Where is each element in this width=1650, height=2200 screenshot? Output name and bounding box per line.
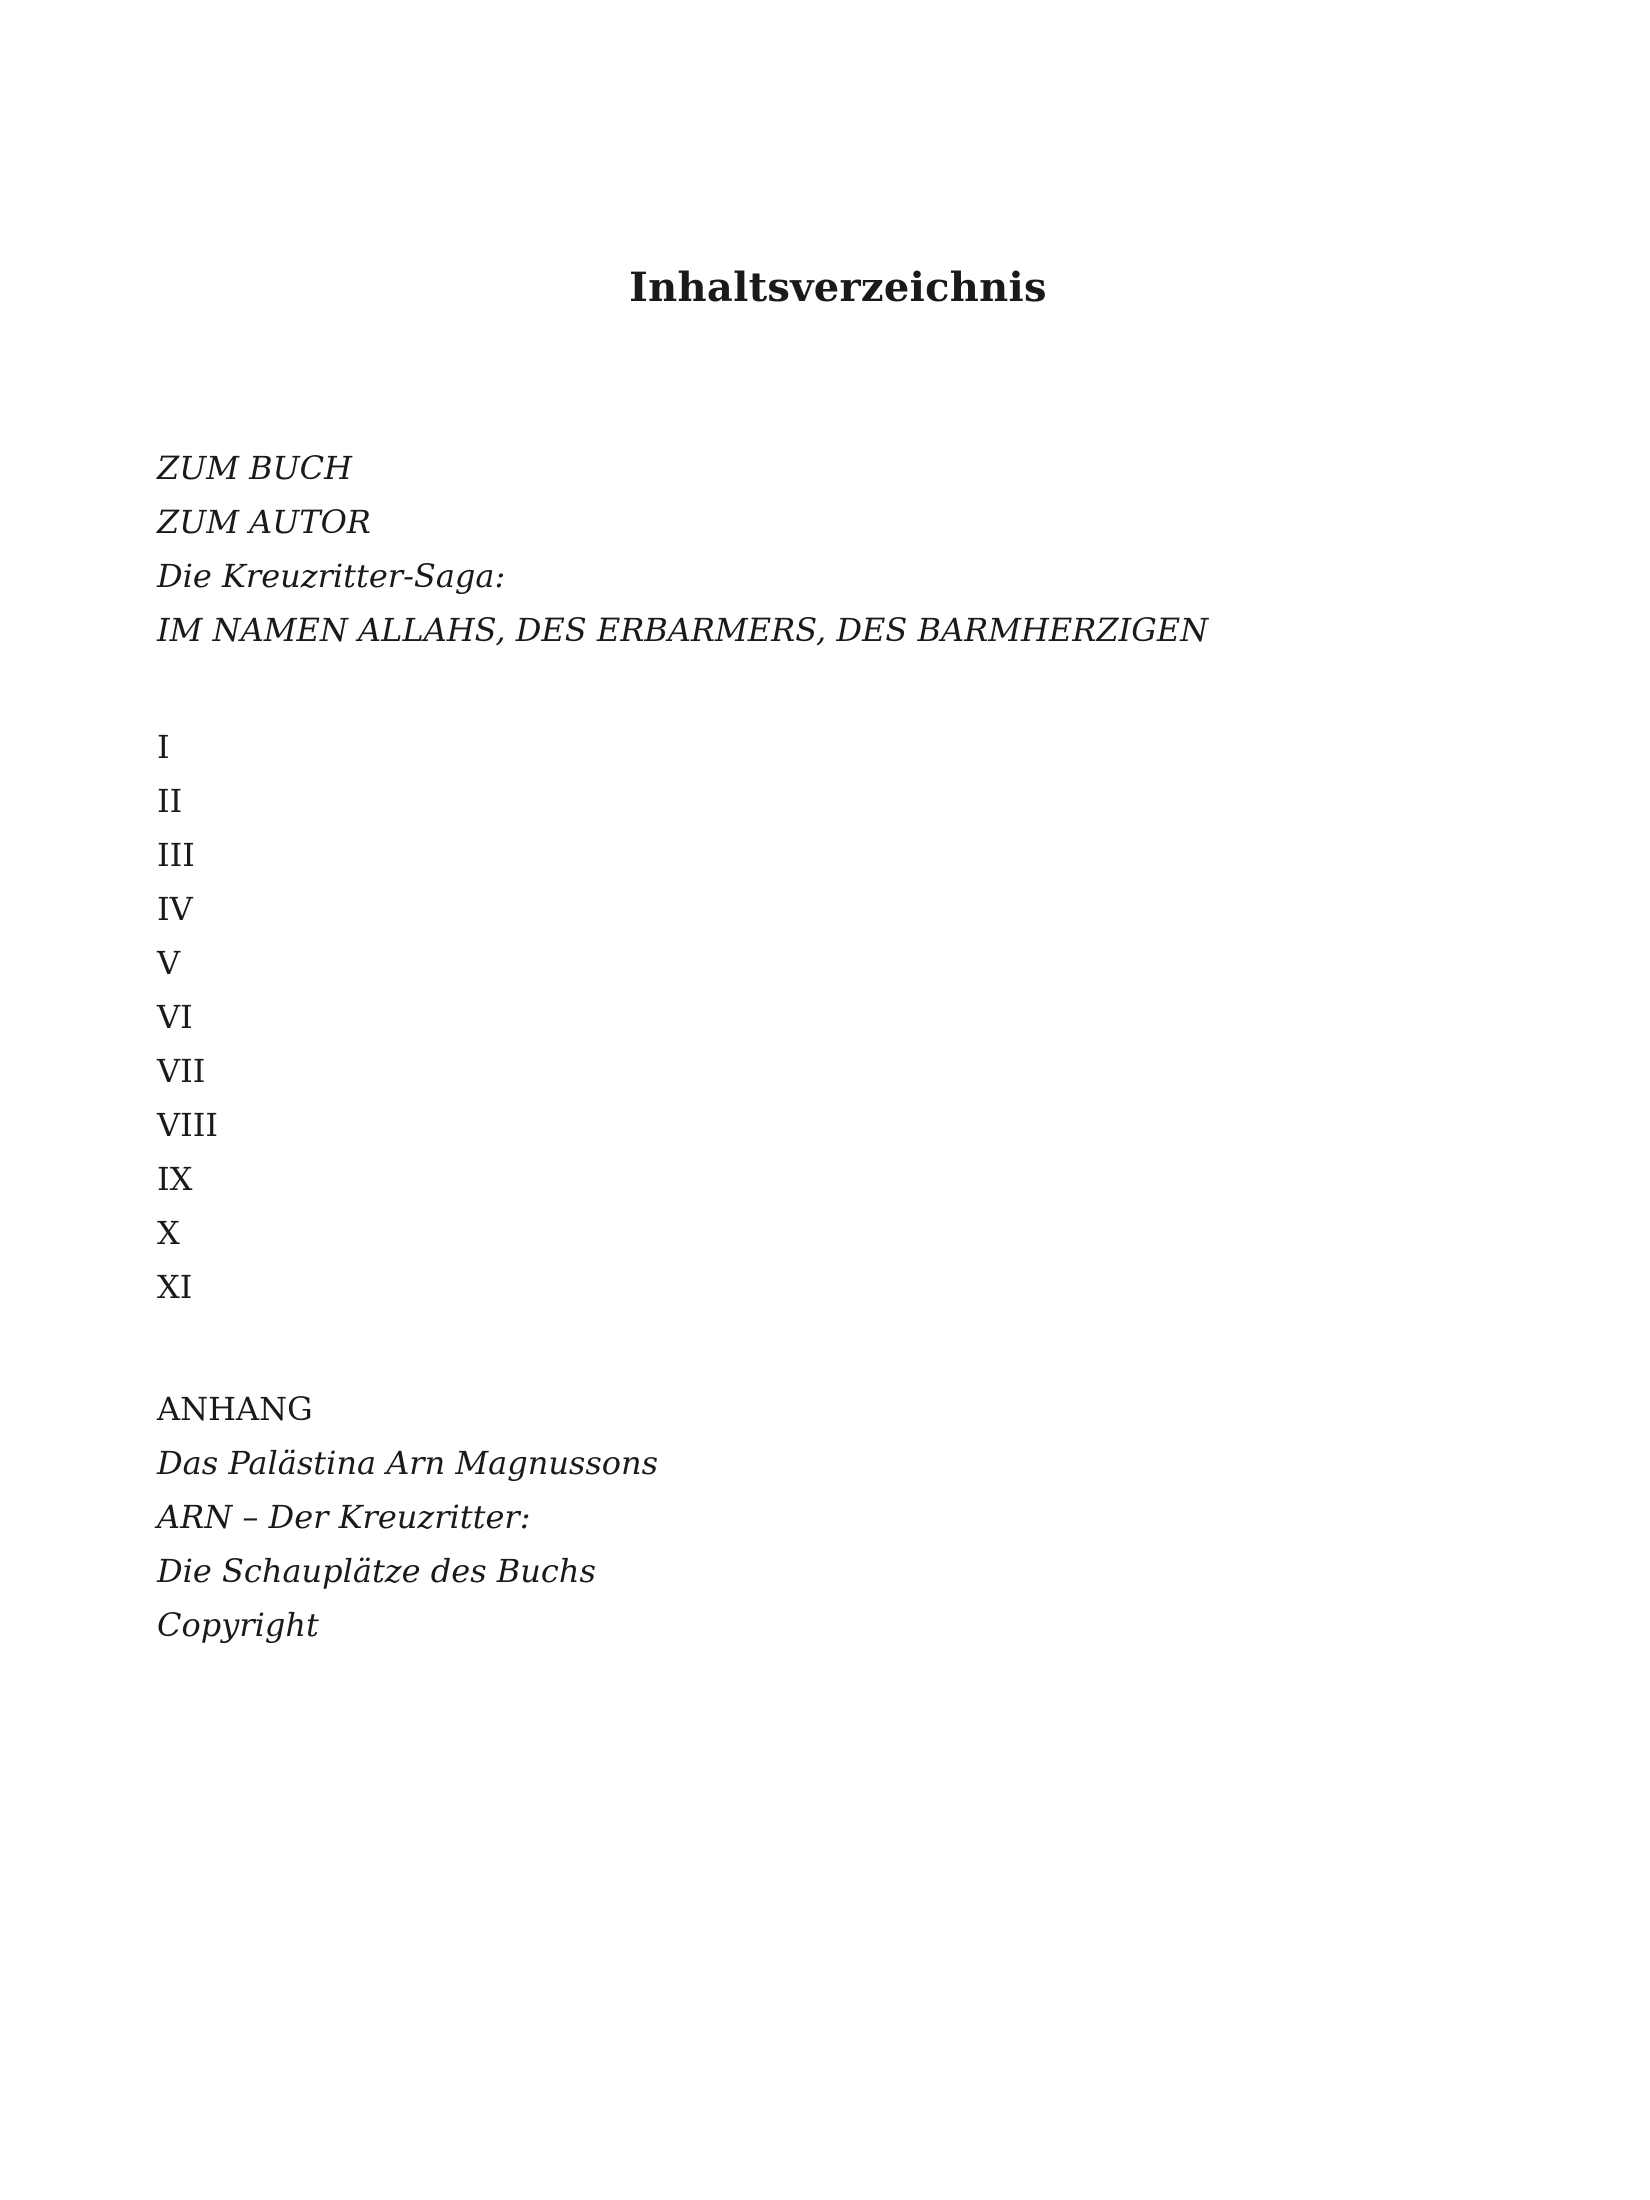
toc-link-im-namen-allahs[interactable]: IM NAMEN ALLAHS, DES ERBARMERS, DES BARMHERZIGEN <box>157 611 1209 649</box>
toc-link-chapter-4[interactable]: IV <box>157 890 193 928</box>
toc-link-chapter-5[interactable]: V <box>157 944 181 982</box>
toc-link-chapter-10[interactable]: X <box>157 1214 180 1252</box>
toc-link-zum-autor[interactable]: ZUM AUTOR <box>157 503 371 541</box>
toc-link-chapter-2[interactable]: II <box>157 782 183 820</box>
toc-link-anhang[interactable]: ANHANG <box>157 1390 313 1428</box>
toc-back-matter <box>157 1382 658 1652</box>
toc-link-chapter-3[interactable]: III <box>157 836 195 874</box>
toc-link-palaestina[interactable]: Das Palästina Arn Magnussons <box>157 1444 659 1482</box>
toc-link-chapter-9[interactable]: IX <box>157 1160 193 1198</box>
toc-link-chapter-7[interactable]: VII <box>157 1052 206 1090</box>
toc-front-matter <box>157 441 1208 657</box>
toc-link-chapter-11[interactable]: XI <box>157 1268 193 1306</box>
toc-link-chapter-1[interactable]: I <box>157 728 170 766</box>
toc-link-chapter-8[interactable]: VIII <box>157 1106 219 1144</box>
toc-link-chapter-6[interactable]: VI <box>157 998 193 1036</box>
toc-link-kreuzritter-saga[interactable]: Die Kreuzritter-Saga: <box>157 557 506 595</box>
toc-link-zum-buch[interactable]: ZUM BUCH <box>157 449 353 487</box>
page-title: Inhaltsverzeichnis <box>629 264 1047 311</box>
toc-chapters <box>157 720 218 1314</box>
toc-link-copyright[interactable]: Copyright <box>157 1606 319 1644</box>
toc-link-arn-der-kreuzritter[interactable]: ARN – Der Kreuzritter: <box>157 1498 531 1536</box>
toc-link-schauplaetze[interactable]: Die Schauplätze des Buchs <box>157 1552 596 1590</box>
